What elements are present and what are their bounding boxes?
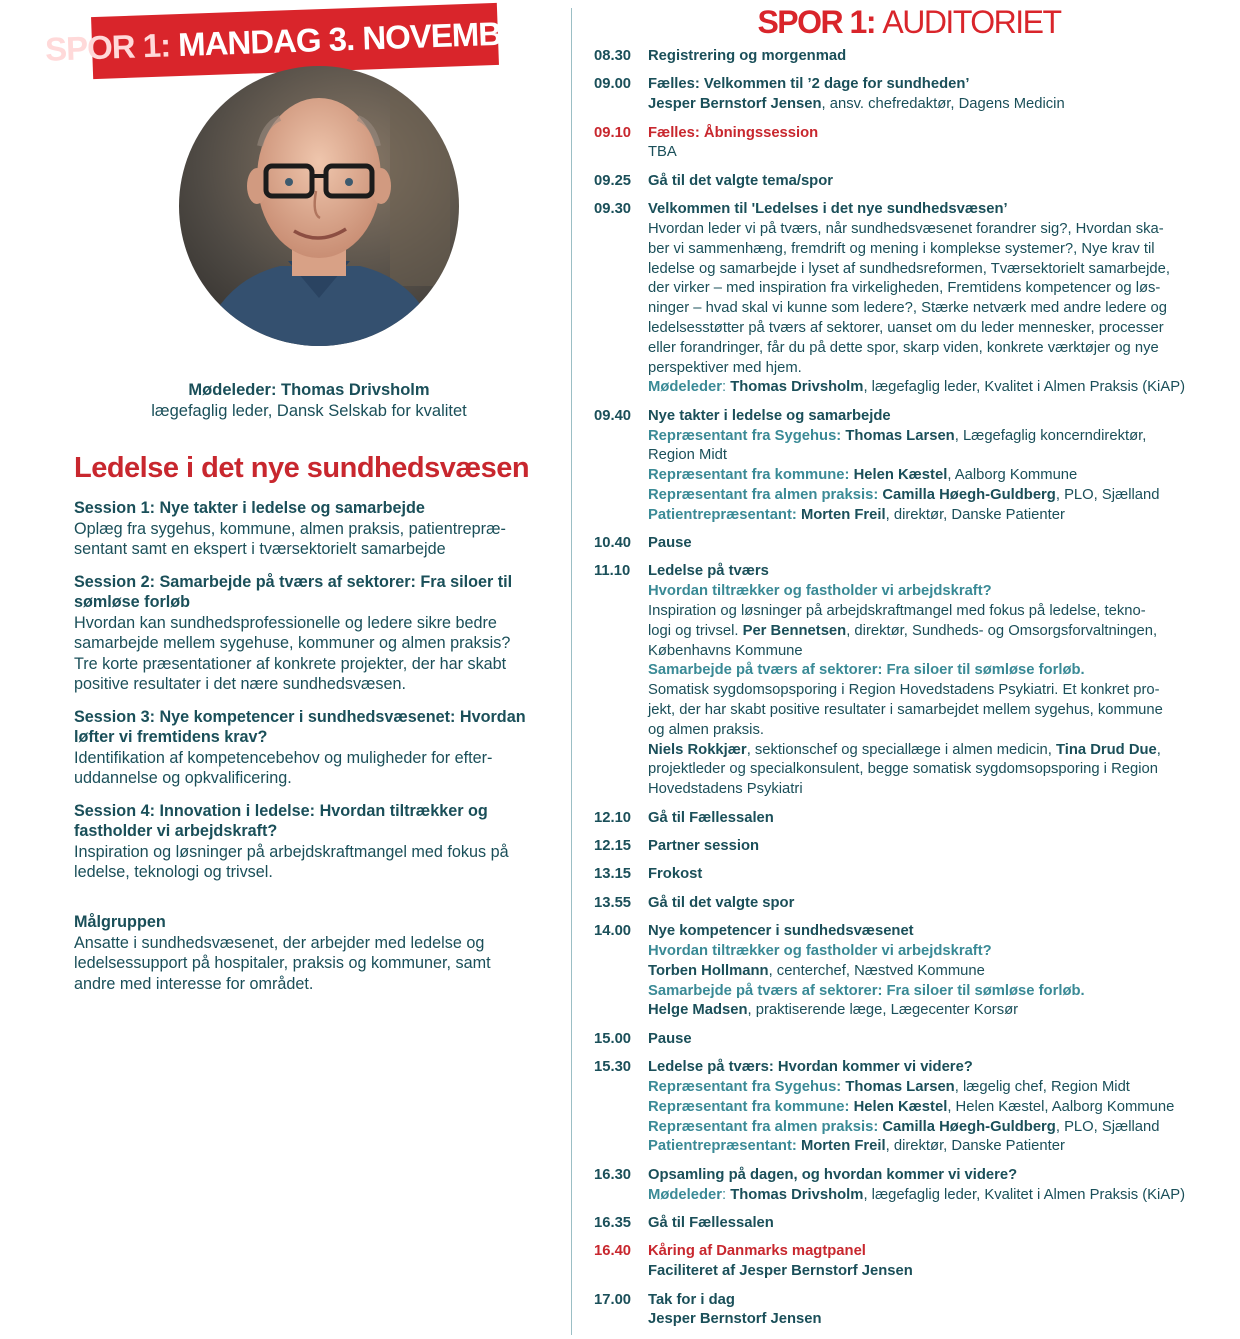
program-content [648,922,1224,1021]
session-title: Session 3: Nye kompetencer i sundhedsvæsenet: Hvordan løfter vi fremtidens krav? [74,707,526,746]
program-line [648,602,1224,622]
program-text: ber vi sammenhæng, fremdrift og mening i komplekse systemer?, Nye krav til [648,240,1155,257]
program-text: Jesper Bernstorf Jensen [648,1311,822,1328]
program-text: , direktør, Danske Patienter [885,506,1065,523]
session-text: Tre korte præsentationer af konkrete projekter, der har skabt [74,654,507,673]
program-text: Registrering og morgenmad [648,48,847,64]
program-time: 12.10 [594,809,632,826]
program-text: Ledelse på tværs: Hvordan kommer vi videre? [648,1059,973,1076]
program-text: Pause [648,1030,692,1047]
banner-date: MANDAG 3. NOVEMBER [177,13,546,64]
program-text: Samarbejde på tværs af sektorer: Fra siloer til sømløse forløb. [648,982,1085,999]
program-text: Repræsentant fra Sygehus: [648,1078,846,1095]
program-line [648,721,1224,741]
program-time: 13.15 [594,866,632,883]
program-text: Hvordan tiltrækker og fastholder vi arbejdskraft? [648,943,992,959]
program-line [648,894,1224,914]
program-line [648,75,1224,95]
program-text: Camilla Høegh-Guldberg [882,486,1056,503]
program-time: 12.15 [594,838,632,855]
program-line [648,466,1224,486]
program-text: Torben Hollmann [648,962,769,979]
program-text: logi og trivsel. [648,622,743,639]
session-text: positive resultater i det nære sundhedsvæsen. [74,675,407,693]
program-line [648,922,1224,942]
program-row [594,75,1224,115]
program-text: Mødeleder [648,1186,722,1203]
portrait-photo [160,66,478,346]
program-content [648,1166,1224,1206]
program-text: Repræsentant fra almen praksis: [648,1118,883,1135]
program-line [648,1058,1224,1078]
program-text: Gå til Fællessalen [648,1214,774,1231]
program-text: , [1156,741,1161,758]
program-line [648,622,1224,642]
program-line [648,1310,1224,1330]
program-text: Per Bennetsen [742,622,847,639]
program-text: Faciliteret af Jesper Bernstorf Jensen [648,1263,913,1280]
program-time: 11.10 [594,563,631,580]
moderator-name: Mødeleder: Thomas Drivsholm [188,381,430,399]
program-line [648,1078,1224,1098]
program-line [648,143,1224,163]
program-line [648,582,1224,602]
program-text: Inspiration og løsninger på arbejdskraftmangel med fokus på ledelse, tekno- [648,603,1146,620]
program-line [648,780,1224,800]
program-content [648,1291,1224,1331]
program-line [648,506,1224,526]
program-row [594,809,1224,829]
program-row [594,1058,1224,1157]
session-text: Identifikation af kompetencebehov og muligheder for efter- [74,748,493,767]
program-text: , Aalborg Kommune [947,467,1078,484]
program-text: Camilla Høegh-Guldberg [882,1118,1056,1135]
program-line [648,1098,1224,1118]
program-time: 15.30 [594,1059,632,1076]
program-content [648,124,1224,164]
program-text: Fælles: Åbningssession [648,124,819,141]
program-content [648,1030,1224,1050]
program-time: 09.10 [594,124,632,141]
program-line [648,865,1224,885]
program-content [648,837,1224,857]
program-text: Morten Freil [800,506,886,523]
program-line [648,1030,1224,1050]
program-time: 13.55 [594,894,632,911]
program-line [648,642,1224,662]
program-line [648,378,1224,398]
program-line [648,339,1224,359]
program-content [648,1242,1224,1282]
program-text: , direktør, Danske Patienter [885,1138,1065,1155]
program-text: : [722,1186,731,1203]
session-item [74,572,554,695]
program-text: Patientrepræsentant: [648,506,801,523]
program-time: 15.00 [594,1030,632,1047]
program-text: TBA [648,144,677,161]
program-line [648,837,1224,857]
program-text: Thomas Drivsholm [730,379,864,396]
program-text: Jesper Bernstorf Jensen [648,96,822,113]
program-text: Morten Freil [800,1138,886,1155]
program-line [648,172,1224,192]
program-text: Gå til det valgte spor [648,894,795,911]
program-line [648,1262,1224,1282]
program-text: Somatisk sygdomsopsporing i Region Hovedstadens Psykiatri. Et konkret pro- [648,682,1160,699]
program-text: Patientrepræsentant: [648,1138,801,1155]
program-line [648,1291,1224,1311]
program-line [648,701,1224,721]
program-text: Hvordan tiltrækker og fastholder vi arbejdskraft? [648,583,992,600]
program-text: Nye takter i ledelse og samarbejde [648,407,891,424]
program-row [594,172,1224,192]
program-time: 08.30 [594,48,632,64]
program-text: perspektiver med hjem. [648,359,802,376]
program-line [648,534,1224,554]
program-line [648,299,1224,319]
program-row [594,47,1224,67]
target-text [74,933,554,995]
program-text: , centerchef, Næstved Kommune [768,962,985,979]
program-text: eller forandringer, får du på dette spor, skarp viden, konkrete værktøjer og nye [648,339,1159,356]
program-time: 09.30 [594,201,632,218]
program-text: Thomas Larsen [845,427,955,444]
program-line [648,407,1224,427]
program-text: Thomas Drivsholm [730,1186,864,1203]
program-line [648,942,1224,962]
program-row [594,1166,1224,1206]
track-title: Ledelse i det nye sundhedsvæsen [74,452,530,484]
target-line: Ansatte i sundhedsvæsenet, der arbejder med ledelse og [74,933,485,952]
program-time: 16.40 [594,1243,632,1260]
program-text: , lægefaglig leder, Kvalitet i Almen Praksis (KiAP) [863,1186,1185,1203]
program-time: 09.40 [594,407,632,424]
program-time: 14.00 [594,923,632,940]
program-row [594,922,1224,1021]
program-text: der virker – med inspiration fra virkeligheden, Fremtidens kompetencer og løs- [648,280,1161,297]
program-line [648,446,1224,466]
session-item [74,707,554,789]
program-content [648,172,1224,192]
program-text: Gå til Fællessalen [648,809,774,826]
program-line [648,760,1224,780]
program-time: 10.40 [594,535,632,552]
program-line [648,47,1224,67]
program-text: : [722,379,731,396]
program-text: Fælles: Velkommen til ’2 dage for sundheden’ [648,76,970,93]
program-text: , lægelig chef, Region Midt [954,1078,1130,1095]
program-content [648,75,1224,115]
program-line [648,1001,1224,1021]
program-row [594,407,1224,526]
session-item [74,498,554,560]
program-text: Helen Kæstel [853,467,948,484]
program-line [648,260,1224,280]
program-text: , PLO, Sjælland [1055,486,1160,503]
program-text: , lægefaglig leder, Kvalitet i Almen Praksis (KiAP) [863,379,1185,396]
program-text: jekt, der har skabt positive resultater i samarbejdet mellem sygehus, kommune [648,702,1163,719]
room-name: AUDITORIET [882,4,1061,40]
program-text: Nye kompetencer i sundhedsvæsenet [648,923,914,940]
program-line [648,562,1224,582]
program-line [648,124,1224,144]
program-line [648,741,1224,761]
program-text: Hovedstadens Psykiatri [648,781,803,798]
program-line [648,982,1224,1002]
program-row [594,534,1224,554]
program-line [648,1242,1224,1262]
program-text: Tina Drud Due [1055,741,1157,758]
program-content [648,562,1224,800]
target-group [74,912,554,994]
program-row [594,1242,1224,1282]
program-text: ninger – hvad skal vi kunne som ledere?, Stærke netværk med andre ledere og [648,300,1167,317]
moderator-caption [74,380,544,422]
session-text: Hvordan kan sundhedsprofessionelle og ledere sikre bedre [74,613,497,632]
session-text: ledelse, teknologi og trivsel. [74,863,273,881]
program-content [648,534,1224,554]
session-text: Inspiration og løsninger på arbejdskraftmangel med fokus på [74,842,509,861]
program-text: Niels Rokkjær [648,741,747,758]
program-text: ledelsesstøtter på tværs af sektorer, uanset om du leder mennesker, processer [648,319,1164,336]
room-track: SPOR 1: [757,4,875,40]
program-text: , PLO, Sjælland [1055,1118,1160,1135]
banner-track: SPOR 1: [44,26,171,68]
program-text: , praktiserende læge, Lægecenter Korsør [747,1002,1019,1019]
program-line [648,809,1224,829]
program-content [648,1214,1224,1234]
program-text: projektleder og specialkonsulent, begge somatisk sygdomsopsporing i Region [648,761,1158,778]
program-line [648,1214,1224,1234]
program-content [648,865,1224,885]
program-row [594,124,1224,164]
program-content [648,809,1224,829]
program-line [648,279,1224,299]
program-content [648,407,1224,526]
program-line [648,486,1224,506]
program-content [648,47,1224,67]
program-row [594,865,1224,885]
program-text: Repræsentant fra Sygehus: [648,427,846,444]
program-line [648,1137,1224,1157]
program-line [648,220,1224,240]
program-text: Region Midt [648,447,727,464]
moderator-role: lægefaglig leder, Dansk Selskab for kvalitet [151,402,467,420]
program-text: Thomas Larsen [845,1078,955,1095]
program-line [648,1166,1224,1186]
right-column [594,0,1224,1335]
target-title: Målgruppen [74,913,166,931]
program-content [648,200,1224,398]
program-time: 16.35 [594,1214,632,1231]
column-divider [571,8,572,1335]
program-content [648,1058,1224,1157]
program-row [594,1214,1224,1234]
program-line [648,962,1224,982]
program-content [648,894,1224,914]
program-row [594,200,1224,398]
program-text: , ansv. chefredaktør, Dagens Medicin [821,96,1065,113]
program-list [594,47,1224,1339]
session-text: uddannelse og opkvalificering. [74,769,292,787]
program-text: Frokost [648,866,703,883]
program-text: Mødeleder [648,379,722,396]
target-line: andre med interesse for området. [74,974,314,993]
program-time: 09.25 [594,172,632,189]
program-line [648,1186,1224,1206]
program-text: ledelse og samarbejde i lyset af sundhedsreformen, Tværsektorielt samarbejde, [648,260,1170,277]
session-text: samarbejde mellem sygehuse, kommuner og almen praksis? [74,634,511,652]
session-title: Session 1: Nye takter i ledelse og samarbejde [74,499,425,517]
program-text: Helge Madsen [648,1002,748,1019]
program-text: , sektionschef og speciallæge i almen medicin, [746,741,1056,758]
program-text: Repræsentant fra kommune: [648,1098,854,1115]
program-text: , Lægefaglig koncerndirektør, [954,427,1147,444]
session-item [74,801,554,883]
left-column [0,0,570,1335]
program-text: Pause [648,535,692,552]
program-time: 17.00 [594,1291,632,1308]
program-line [648,95,1224,115]
program-text: Hvordan leder vi på tværs, når sundhedsvæsenet forandrer sig?, Hvordan ska- [648,220,1164,237]
program-line [648,319,1224,339]
program-text: Velkommen til 'Ledelses i det nye sundhedsvæsen’ [648,201,1008,218]
program-text: og almen praksis. [648,721,764,738]
program-row [594,562,1224,800]
program-line [648,681,1224,701]
program-text: Kåring af Danmarks magtpanel [648,1243,866,1260]
program-text: Gå til det valgte tema/spor [648,172,834,189]
program-line [648,661,1224,681]
program-text: Repræsentant fra almen praksis: [648,486,883,503]
program-row [594,1291,1224,1331]
program-line [648,1118,1224,1138]
session-text: sentant samt en ekspert i tværsektorielt samarbejde [74,540,446,558]
program-row [594,837,1224,857]
program-row [594,1030,1224,1050]
program-text: , Helen Kæstel, Aalborg Kommune [947,1098,1175,1115]
program-text: , direktør, Sundheds- og Omsorgsforvaltningen, [846,622,1158,639]
program-text: Opsamling på dagen, og hvordan kommer vi videre? [648,1166,1018,1183]
program-line [648,359,1224,379]
session-title: Session 2: Samarbejde på tværs af sektorer: Fra siloer til sømløse forløb [74,572,513,611]
program-text: Helen Kæstel [853,1098,948,1115]
program-text: Repræsentant fra kommune: [648,467,854,484]
program-time: 09.00 [594,76,632,93]
program-line [648,427,1224,447]
target-line: ledelsessupport på hospitaler, praksis og kommuner, samt [74,954,491,972]
program-time: 16.30 [594,1166,632,1183]
program-line [648,240,1224,260]
room-title [594,4,1224,41]
program-text: Partner session [648,838,760,855]
session-list [74,498,554,895]
program-text: Ledelse på tværs [648,563,769,580]
session-title: Session 4: Innovation i ledelse: Hvordan tiltrækker og fastholder vi arbejdskraft? [74,801,488,840]
program-text: Tak for i dag [648,1291,735,1308]
program-line [648,200,1224,220]
session-text: Oplæg fra sygehus, kommune, almen praksis, patientrepræ- [74,519,506,538]
program-text: Samarbejde på tværs af sektorer: Fra siloer til sømløse forløb. [648,662,1085,679]
program-text: Københavns Kommune [648,642,803,659]
program-row [594,894,1224,914]
